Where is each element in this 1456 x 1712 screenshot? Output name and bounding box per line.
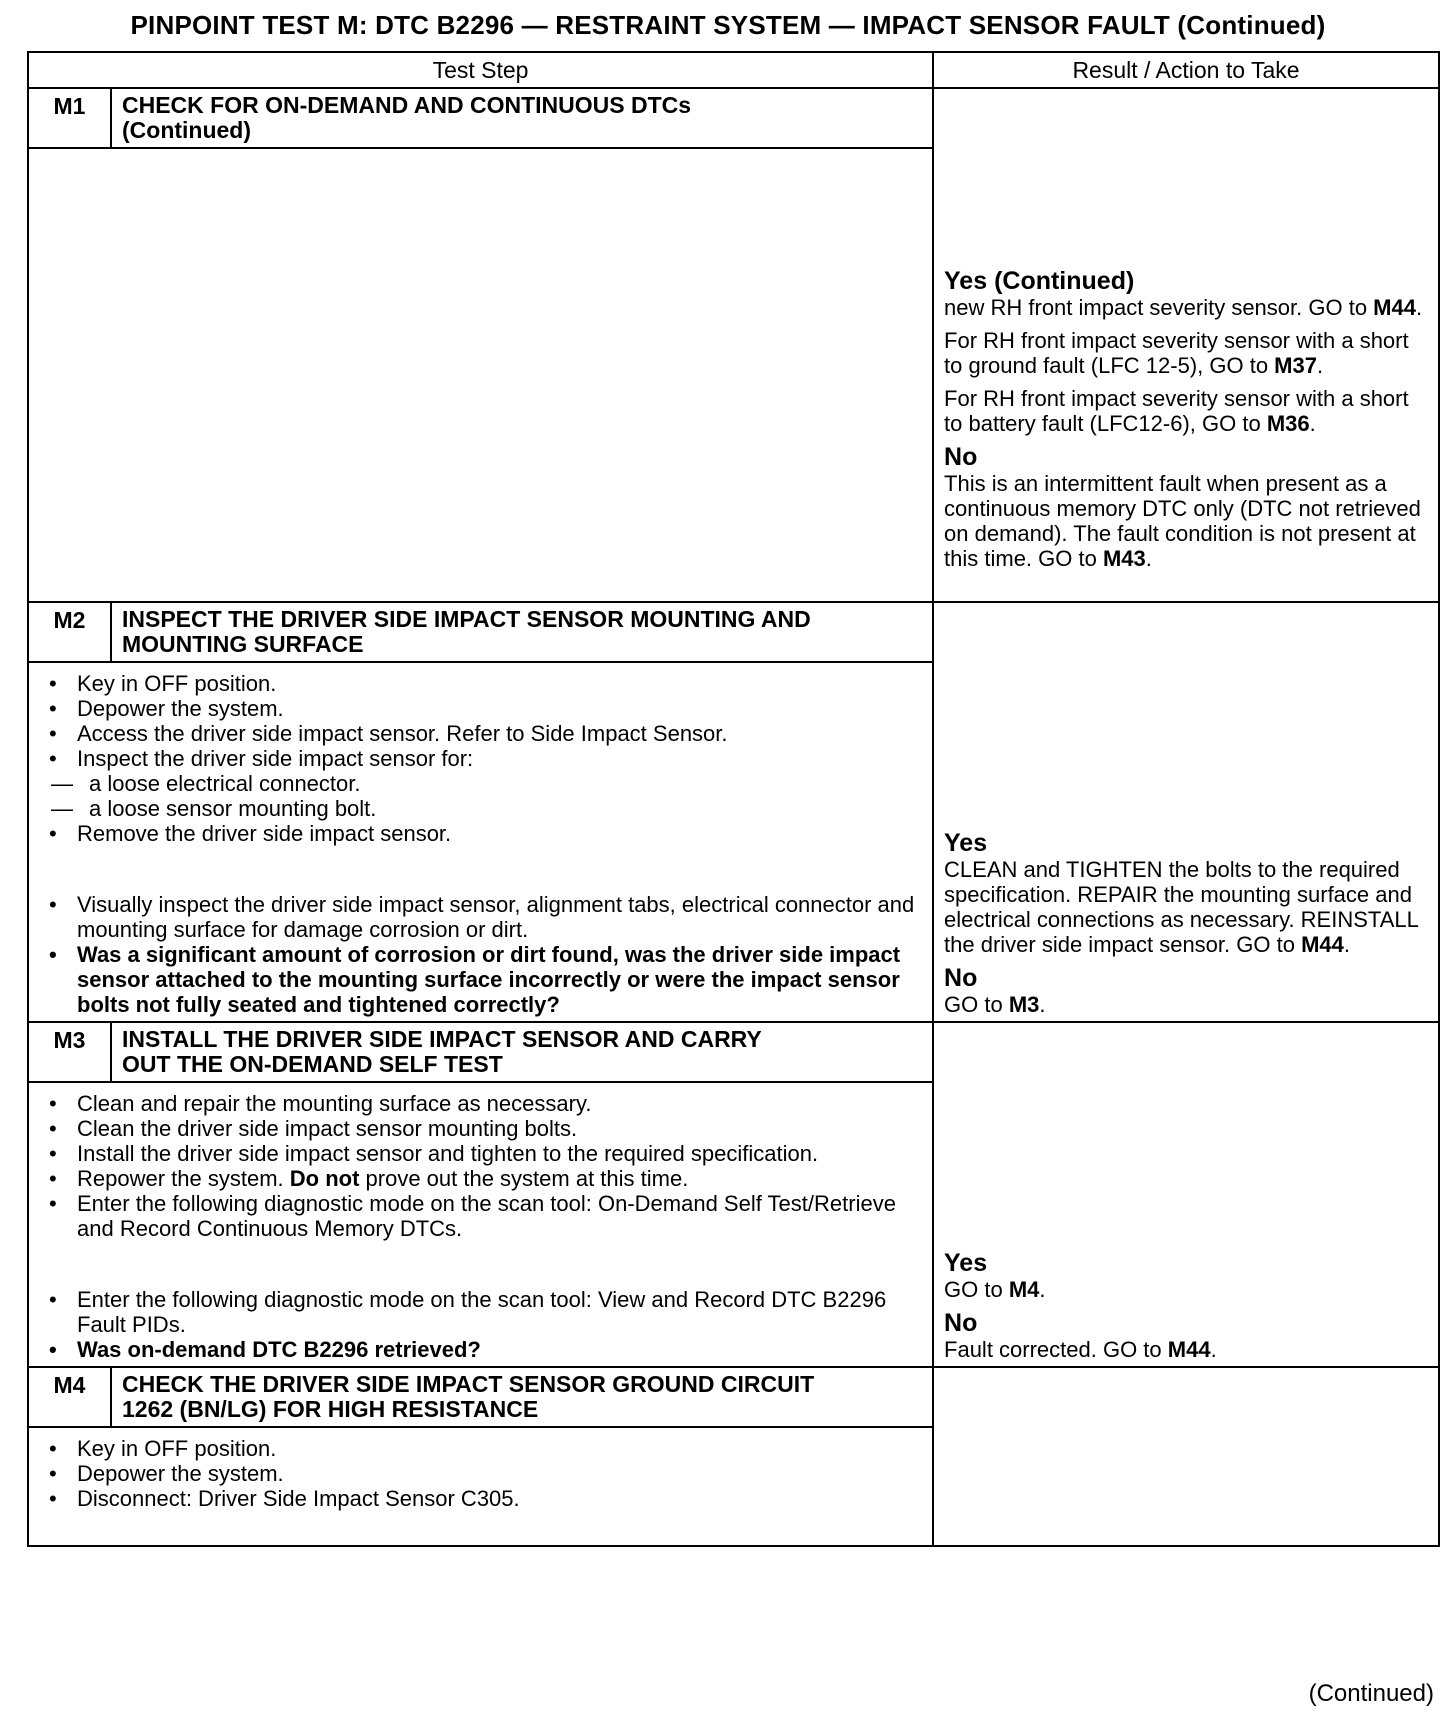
step-m2-body [28, 662, 933, 1022]
step-id: M3 [28, 1022, 111, 1082]
table-header-row [28, 52, 1439, 88]
step-m4-result [933, 1367, 1439, 1546]
pinpoint-test-table [27, 51, 1440, 1547]
sub-instructions [39, 771, 922, 821]
result-text: For RH front impact severity sensor with a short to battery fault (LFC12-6), GO to [944, 386, 1409, 436]
step-title [111, 602, 933, 662]
period: . [1415, 295, 1423, 320]
instruction-text: prove out the system at this time. [359, 1166, 689, 1191]
step-title-line: INSTALL THE DRIVER SIDE IMPACT SENSOR AND CARRY [122, 1026, 762, 1052]
period: . [1039, 1277, 1046, 1302]
step-id: M1 [28, 88, 111, 148]
step-reference: M43 [1102, 546, 1146, 571]
result-text: For RH front impact severity sensor with a short to ground fault (LFC 12-5), GO to [944, 328, 1409, 378]
step-title-line: MOUNTING SURFACE [122, 631, 364, 657]
step-m3-result [933, 1022, 1439, 1367]
instruction-item: • Visually inspect the driver side impact sensor, alignment tabs, electrical connector and mounting surface for damage corrosion or dirt. [49, 892, 922, 942]
step-title-line: (Continued) [122, 117, 252, 143]
period: . [1309, 411, 1316, 436]
step-title-line: CHECK THE DRIVER SIDE IMPACT SENSOR GROUND CIRCUIT [122, 1371, 815, 1397]
instruction-item: • Access the driver side impact sensor. Refer to Side Impact Sensor. [49, 721, 922, 746]
result-paragraph [944, 471, 1430, 571]
result-paragraph [944, 1277, 1430, 1302]
instruction-item: • Remove the driver side impact sensor. [49, 821, 922, 846]
result-paragraph [944, 328, 1430, 378]
result-text: Fault corrected. GO to [944, 1337, 1168, 1362]
instruction-item: • Depower the system. [49, 1461, 922, 1486]
step-m1-title-row [28, 88, 1439, 148]
step-title-line: OUT THE ON-DEMAND SELF TEST [122, 1051, 503, 1077]
instruction-text: Inspect the driver side impact sensor for: [77, 746, 474, 771]
page-title: PINPOINT TEST M: DTC B2296 — RESTRAINT SYSTEM — IMPACT SENSOR FAULT (Continued) [130, 10, 1326, 40]
step-m3-body [28, 1082, 933, 1367]
step-m2-result [933, 602, 1439, 1022]
instruction-item: • Key in OFF position. [49, 1436, 922, 1461]
instruction-item: • Enter the following diagnostic mode on the scan tool: On-Demand Self Test/Retrieve and Record Continuous Memory DTCs. [49, 1191, 922, 1241]
step-title-line: CHECK FOR ON-DEMAND AND CONTINUOUS DTCs [122, 92, 692, 118]
step-instructions [39, 892, 922, 1017]
result-text: This is an intermittent fault when present as a continuous memory DTC only (DTC not retrieved on demand). The fault condition is not present at this time. GO to [944, 471, 1421, 571]
sub-instruction-item: — a loose sensor mounting bolt. [39, 796, 922, 821]
result-no-label: No [944, 1309, 978, 1337]
period: . [1316, 353, 1324, 378]
result-no-label: No [944, 443, 978, 471]
step-title-line: 1262 (BN/LG) FOR HIGH RESISTANCE [122, 1396, 539, 1422]
step-title-line: INSPECT THE DRIVER SIDE IMPACT SENSOR MOUNTING AND [122, 606, 811, 632]
result-paragraph [944, 992, 1430, 1017]
step-reference: M36 [1266, 411, 1310, 436]
result-text: new RH front impact severity sensor. GO to [944, 295, 1374, 320]
instruction-item: • Clean and repair the mounting surface as necessary. [49, 1091, 922, 1116]
instruction-text: Repower the system. [77, 1166, 290, 1191]
step-id: M4 [28, 1367, 111, 1427]
instruction-item [49, 746, 922, 821]
result-paragraph [944, 386, 1430, 436]
period: . [1343, 932, 1350, 957]
result-text: CLEAN and TIGHTEN the bolts to the required specification. REPAIR the mounting surface and electrical connections as necessary. REINSTALL the driver side impact sensor. GO to [944, 857, 1419, 957]
emphasis: Do not [289, 1166, 360, 1191]
result-text: GO to [944, 992, 1009, 1017]
step-m1-result [933, 88, 1439, 602]
step-title [111, 1367, 933, 1427]
step-reference: M44 [1373, 295, 1416, 320]
step-reference: M44 [1301, 932, 1344, 957]
question-item: • Was on-demand DTC B2296 retrieved? [49, 1337, 922, 1362]
step-reference: M4 [1008, 1277, 1040, 1302]
result-no-label: No [944, 964, 978, 992]
step-m1-body [28, 148, 933, 602]
result-paragraph [944, 857, 1430, 957]
result-paragraph [944, 295, 1430, 320]
sub-instruction-item: — a loose electrical connector. [39, 771, 922, 796]
instruction-item [49, 1166, 922, 1191]
step-instructions [39, 671, 922, 846]
step-m4-title-row [28, 1367, 1439, 1427]
instruction-item: • Key in OFF position. [49, 671, 922, 696]
step-m4-body [28, 1427, 933, 1546]
step-m2-title-row [28, 602, 1439, 662]
instruction-item: • Depower the system. [49, 696, 922, 721]
result-text: GO to [944, 1277, 1009, 1302]
header-test-step: Test Step [28, 52, 933, 88]
result-yes-label: Yes (Continued) [944, 267, 1135, 295]
question-item: • Was a significant amount of corrosion or dirt found, was the driver side impact sensor attached to the mounting surface incorrectly or were the impact sensor bolts not fully seated and tightened correctly? [49, 942, 922, 1017]
step-title [111, 88, 933, 148]
spacer [39, 1241, 922, 1287]
step-reference: M3 [1008, 992, 1040, 1017]
instruction-item: • Install the driver side impact sensor and tighten to the required specification. [49, 1141, 922, 1166]
result-yes-label: Yes [944, 829, 988, 857]
step-instructions [39, 1287, 922, 1362]
spacer [39, 846, 922, 892]
period: . [1210, 1337, 1217, 1362]
instruction-item: • Clean the driver side impact sensor mounting bolts. [49, 1116, 922, 1141]
step-instructions [39, 1091, 922, 1241]
instruction-item: • Enter the following diagnostic mode on the scan tool: View and Record DTC B2296 Fault PIDs. [49, 1287, 922, 1337]
step-id: M2 [28, 602, 111, 662]
step-m3-title-row [28, 1022, 1439, 1082]
step-instructions [39, 1436, 922, 1511]
result-yes-label: Yes [944, 1249, 988, 1277]
instruction-item: • Disconnect: Driver Side Impact Sensor C305. [49, 1486, 922, 1511]
period: . [1039, 992, 1046, 1017]
step-title [111, 1022, 933, 1082]
header-result: Result / Action to Take [933, 52, 1439, 88]
step-reference: M37 [1274, 353, 1317, 378]
continued-note: (Continued) [1308, 1680, 1434, 1707]
period: . [1145, 546, 1152, 571]
step-reference: M44 [1167, 1337, 1211, 1362]
result-paragraph [944, 1337, 1430, 1362]
